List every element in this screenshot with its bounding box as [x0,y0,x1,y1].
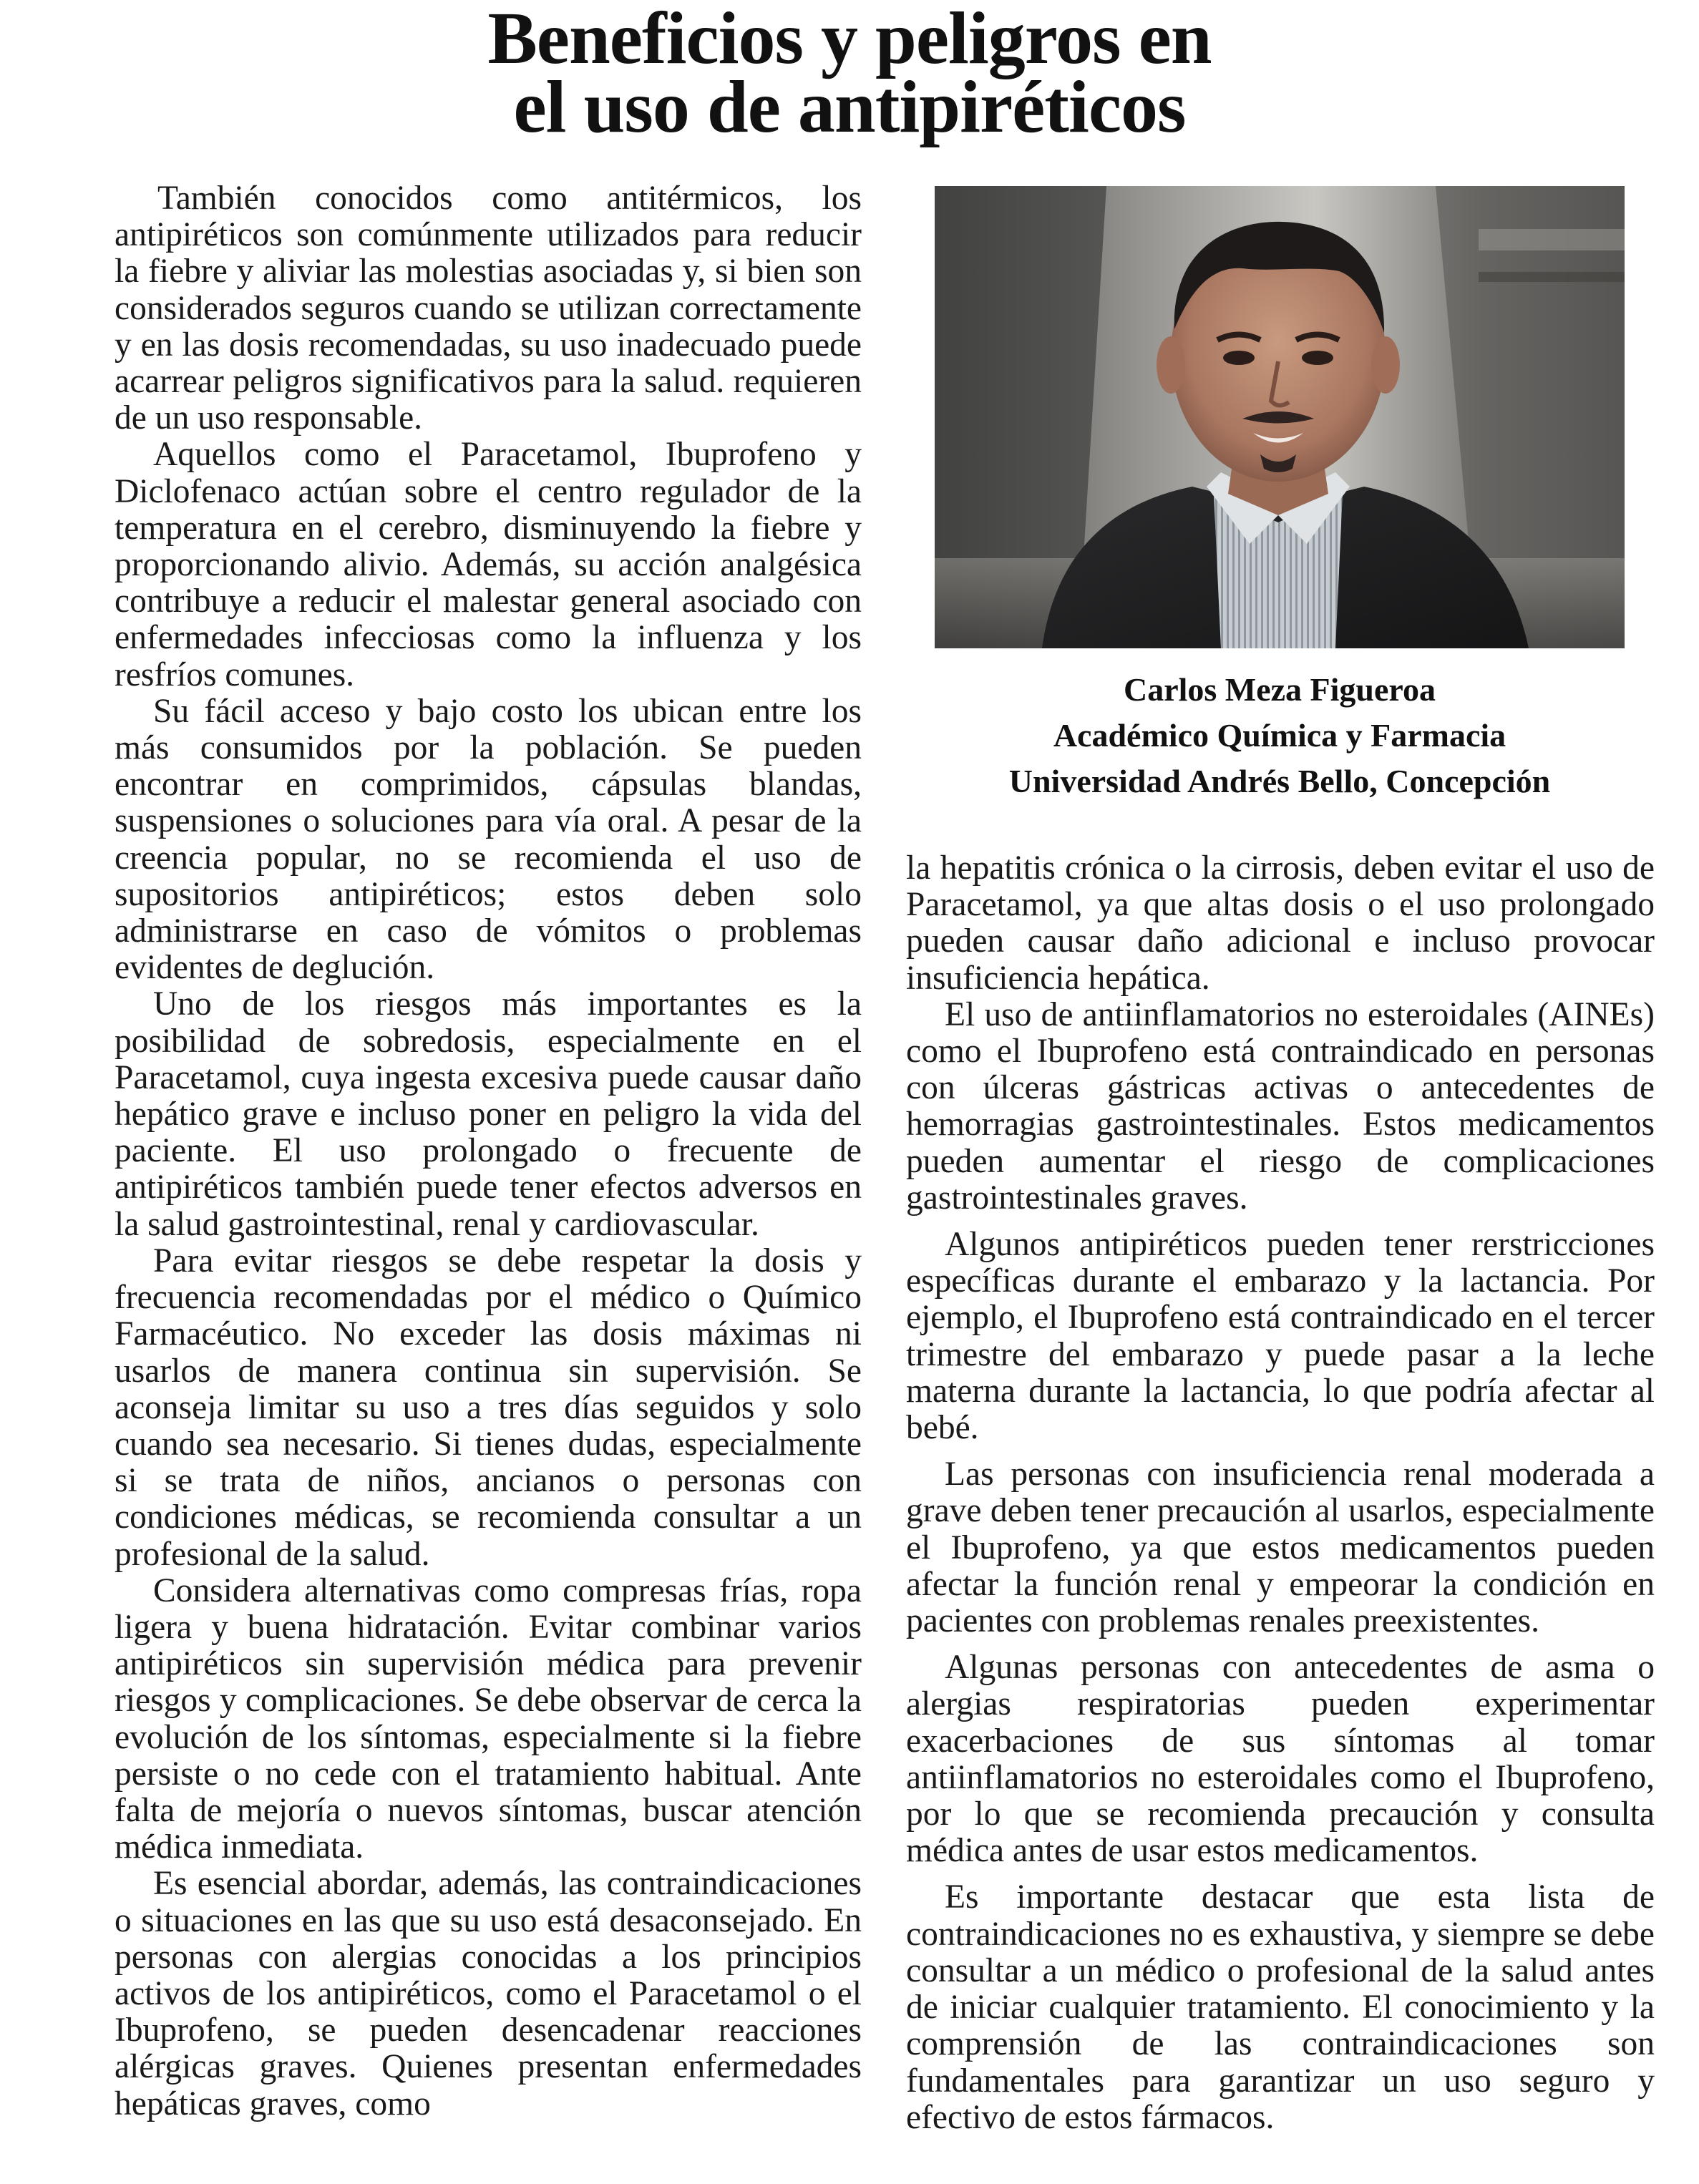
author-caption [935,667,1625,804]
author-name: Carlos Meza Figueroa [1123,671,1436,708]
right-column [906,850,1655,2177]
paragraph: Para evitar riesgos se debe respetar la dosis y frecuencia recomendadas por el médico o Químico Farmacéutico. No exceder las dosis máximas ni usarlos de manera continua sin supervisión. Se aconseja limitar su uso a tres días seguidos y solo cuando sea necesario. Si tienes dudas, especialmente si se trata de niños, ancianos o personas con condiciones médicas, se recomienda consultar a un profesional de la salud. [115,1242,862,1573]
paragraph: Su fácil acceso y bajo costo los ubican entre los más consumidos por la población. Se pueden encontrar en comprimidos, cápsulas blandas, suspensiones o soluciones para vía oral. A pesar de la creencia popular, no se recomienda el uso de supositorios antipiréticos; estos deben solo administrarse en caso de vómitos o problemas evidentes de deglución. [115,692,862,987]
paragraph: Es esencial abordar, además, las contraindicaciones o situaciones en las que su uso está desaconsejado. En personas con alergias conocidas a los principios activos de los antipiréticos, como el Paracetamol o el Ibuprofeno, se pueden desencadenar reacciones alérgicas graves. Quienes presentan enfermedades hepáticas graves, como [115,1865,862,2122]
author-role: Académico Química y Farmacia [1053,717,1506,754]
paragraph: Uno de los riesgos más importantes es la posibilidad de sobredosis, especialmente en el Paracetamol, cuya ingesta excesiva puede causar daño hepático grave e incluso poner en peligro la vida del paciente. El uso prolongado o frecuente de antipiréticos también puede tener efectos adversos en la salud gastrointestinal, renal y cardiovascular. [115,985,862,1243]
paragraph: Considera alternativas como compresas frías, ropa ligera y buena hidratación. Evitar combinar varios antipiréticos sin supervisión médica para prevenir riesgos y complicaciones. Se debe observar de cerca la evolución de los síntomas, especialmente si la fiebre persiste o no cede con el tratamiento habitual. Ante falta de mejoría o nuevos síntomas, buscar atención médica inmediata. [115,1571,862,1866]
right-column-text [906,850,1655,2136]
paragraph: Algunas personas con antecedentes de asma o alergias respiratorias pueden experimentar exacerbaciones de sus síntomas al tomar antiinflamatorios no esteroidales como el Ibuprofeno, por lo que se recomienda precaución y consulta médica antes de usar estos medicamentos. [906,1649,1655,1870]
paragraph: Algunos antipiréticos pueden tener rerstricciones específicas durante el embarazo y la lactancia. Por ejemplo, el Ibuprofeno está contraindicado en el tercer trimestre del embarazo y puede pasar a la leche materna durante la lactancia, lo que podría afectar al bebé. [906,1226,1655,1447]
left-column [115,180,862,2177]
author-affiliation: Universidad Andrés Bello, Concepción [1008,763,1551,799]
paragraph: También conocidos como antitérmicos, los antipiréticos son comúnmente utilizados para reducir la fiebre y aliviar las molestias asociadas y, si bien son considerados seguros cuando se utilizan correctamente y en las dosis recomendadas, su uso inadecuado puede acarrear peligros significativos para la salud. requieren de un uso responsable. [115,180,862,437]
article-title [0,0,1699,148]
author-portrait-photo [935,186,1625,648]
paragraph: Es importante destacar que esta lista de contraindicaciones no es exhaustiva, y siempre se debe consultar a un médico o profesional de la salud antes de iniciar cualquier tratamiento. El conocimiento y la comprensión de las contraindicaciones son fundamentales para garantizar un uso seguro y efectivo de estos fármacos. [906,1878,1655,2136]
left-column-text [115,180,862,2122]
article-title-line-1: Beneficios y peligros en [487,0,1212,79]
paragraph: Aquellos como el Paracetamol, Ibuprofeno y Diclofenaco actúan sobre el centro regulador de la temperatura en el cerebro, disminuyendo la fiebre y proporcionando alivio. Además, su acción analgésica contribuye a reducir el malestar general asociado con enfermedades infecciosas como la influenza y los resfríos comunes. [115,436,862,693]
article-title-line-2: el uso de antipiréticos [513,66,1186,148]
paragraph: la hepatitis crónica o la cirrosis, deben evitar el uso de Paracetamol, ya que altas dosis o el uso prolongado pueden causar daño adicional e incluso provocar insuficiencia hepática. [906,850,1655,997]
portrait-photo-icon [935,186,1625,648]
paragraph: El uso de antiinflamatorios no esteroidales (AINEs) como el Ibuprofeno está contraindicado en personas con úlceras gástricas activas o antecedentes de hemorragias gastrointestinales. Estos medicamentos pueden aumentar el riesgo de complicaciones gastrointestinales graves. [906,995,1655,1217]
paragraph: Las personas con insuficiencia renal moderada a grave deben tener precaución al usarlos, especialmente el Ibuprofeno, ya que estos medicamentos pueden afectar la función renal y empeorar la condición en pacientes con problemas renales preexistentes. [906,1456,1655,1640]
